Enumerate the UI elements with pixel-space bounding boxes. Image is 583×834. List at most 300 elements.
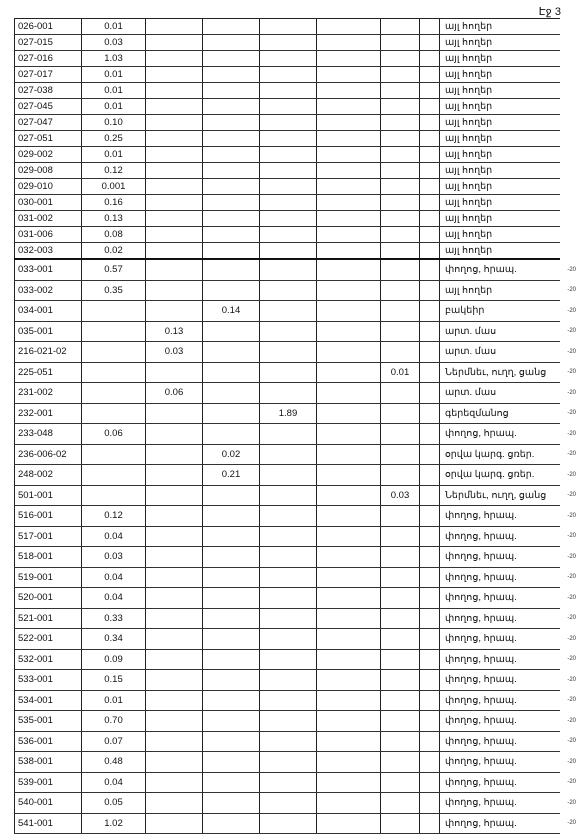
land-use: փողոց, հրապ. [440,588,560,609]
parcel-code: 026-001 [15,19,82,35]
area-col-4 [260,772,317,793]
area-col-2 [146,211,203,227]
area-col-4 [260,424,317,445]
parcel-code: 027-051 [15,131,82,147]
margin-mark: -20 [567,533,576,540]
land-use: փողոց, հրապ. [440,690,560,711]
area-col-2 [146,793,203,814]
land-use: այլ հողեր [440,83,560,99]
table-row [15,465,560,486]
area-col-1 [82,383,146,404]
parcel-code: 027-016 [15,51,82,67]
area-col-5 [317,711,381,732]
area-col-6 [381,83,420,99]
margin-mark: -20 [567,574,576,581]
area-col-3 [203,813,260,834]
area-col-3 [203,547,260,568]
area-col-1: 0.48 [82,752,146,773]
area-col-2 [146,526,203,547]
area-col-2 [146,608,203,629]
area-col-3 [203,362,260,383]
margin-mark: -20 [567,758,576,765]
area-col-5 [317,629,381,650]
area-col-5 [317,147,381,163]
area-col-7 [420,772,440,793]
area-col-2 [146,83,203,99]
area-col-2 [146,163,203,179]
land-use: արտ. մաս [440,342,560,363]
area-col-7 [420,403,440,424]
area-col-6 [381,342,420,363]
table-row [15,131,560,147]
area-col-3 [203,567,260,588]
area-col-4 [260,19,317,35]
land-use: այլ հողեր [440,19,560,35]
area-col-3 [203,19,260,35]
parcel-code: 538-001 [15,752,82,773]
area-col-5 [317,690,381,711]
area-col-6 [381,67,420,83]
table-row [15,51,560,67]
area-col-5 [317,243,381,260]
area-col-1 [82,342,146,363]
table-row [15,608,560,629]
area-col-3 [203,35,260,51]
land-use: փողոց, հրապ. [440,649,560,670]
area-col-1 [82,301,146,322]
area-col-6 [381,99,420,115]
table-row [15,690,560,711]
area-col-3 [203,588,260,609]
area-col-7 [420,321,440,342]
land-use: փողոց, հրապ. [440,752,560,773]
area-col-1: 0.15 [82,670,146,691]
area-col-3 [203,383,260,404]
area-col-5 [317,67,381,83]
land-use: փողոց, հրապ. [440,567,560,588]
land-use: այլ հողեր [440,179,560,195]
margin-mark: -20 [567,512,576,519]
area-col-2 [146,301,203,322]
land-use: այլ հողեր [440,243,560,260]
area-col-7 [420,793,440,814]
area-col-5 [317,115,381,131]
area-col-2 [146,444,203,465]
area-col-7 [420,649,440,670]
area-col-4 [260,526,317,547]
table-row [15,243,560,260]
area-col-5 [317,424,381,445]
area-col-3 [203,147,260,163]
area-col-2: 0.13 [146,321,203,342]
land-use: այլ հողեր [440,67,560,83]
area-col-6 [381,179,420,195]
area-col-2 [146,243,203,260]
area-col-4 [260,301,317,322]
area-col-7 [420,752,440,773]
table-row [15,731,560,752]
area-col-4 [260,131,317,147]
margin-mark: -20 [567,307,576,314]
area-col-7 [420,506,440,527]
parcel-code: 532-001 [15,649,82,670]
parcel-code: 029-008 [15,163,82,179]
land-use: փողոց, հրապ. [440,772,560,793]
area-col-6 [381,772,420,793]
area-col-7 [420,51,440,67]
table-row [15,547,560,568]
area-col-5 [317,83,381,99]
area-col-5 [317,99,381,115]
area-col-4 [260,485,317,506]
area-col-7 [420,227,440,243]
table-row [15,383,560,404]
area-col-1: 0.12 [82,506,146,527]
land-use: այլ հողեր [440,280,560,301]
area-col-4 [260,147,317,163]
area-col-3 [203,131,260,147]
area-col-5 [317,403,381,424]
area-col-3 [203,195,260,211]
area-col-5 [317,670,381,691]
area-col-7 [420,567,440,588]
area-col-2 [146,690,203,711]
land-use: այլ հողեր [440,51,560,67]
land-use: փողոց, հրապ. [440,731,560,752]
area-col-3 [203,179,260,195]
area-col-4 [260,444,317,465]
area-col-1: 0.07 [82,731,146,752]
area-col-6 [381,301,420,322]
area-col-1: 0.01 [82,83,146,99]
area-col-5 [317,731,381,752]
margin-mark: -20 [567,553,576,560]
area-col-7 [420,35,440,51]
land-use: գերեզմանոց [440,403,560,424]
area-col-7 [420,444,440,465]
table-row [15,179,560,195]
parcel-code: 540-001 [15,793,82,814]
area-col-4 [260,321,317,342]
area-col-3 [203,690,260,711]
parcel-code: 033-002 [15,280,82,301]
area-col-2 [146,131,203,147]
area-col-4 [260,465,317,486]
area-col-6 [381,147,420,163]
area-col-2 [146,280,203,301]
area-col-6 [381,465,420,486]
area-col-4 [260,362,317,383]
area-col-2 [146,99,203,115]
area-col-3: 0.14 [203,301,260,322]
parcel-code: 539-001 [15,772,82,793]
area-col-2 [146,147,203,163]
area-col-5 [317,444,381,465]
area-col-1: 1.03 [82,51,146,67]
table-row [15,35,560,51]
land-use: այլ հողեր [440,131,560,147]
area-col-1: 0.70 [82,711,146,732]
land-use: այլ հողեր [440,35,560,51]
area-col-5 [317,506,381,527]
area-col-7 [420,179,440,195]
margin-mark: -20 [567,369,576,376]
area-col-5 [317,19,381,35]
table-row [15,711,560,732]
area-col-7 [420,383,440,404]
area-col-1: 0.01 [82,99,146,115]
area-col-1: 0.03 [82,547,146,568]
area-col-3 [203,321,260,342]
area-col-2 [146,179,203,195]
area-col-7 [420,547,440,568]
area-col-5 [317,649,381,670]
area-col-2 [146,752,203,773]
parcel-code: 517-001 [15,526,82,547]
margin-mark: -20 [567,820,576,827]
table-row [15,163,560,179]
area-col-4 [260,259,317,280]
area-col-4 [260,608,317,629]
area-col-1: 0.57 [82,259,146,280]
area-col-4 [260,383,317,404]
land-use: փողոց, հրապ. [440,424,560,445]
area-col-5 [317,321,381,342]
area-col-1: 0.16 [82,195,146,211]
area-col-6 [381,227,420,243]
area-col-1: 0.01 [82,690,146,711]
area-col-7 [420,211,440,227]
land-use: փողոց, հրապ. [440,711,560,732]
area-col-5 [317,465,381,486]
land-use: բակեիր [440,301,560,322]
area-col-6 [381,670,420,691]
area-col-5 [317,813,381,834]
table-row [15,342,560,363]
table-row [15,424,560,445]
area-col-7 [420,526,440,547]
parcel-code: 029-002 [15,147,82,163]
area-col-3 [203,211,260,227]
area-col-7 [420,259,440,280]
margin-mark: -20 [567,266,576,273]
parcel-code: 236-006-02 [15,444,82,465]
area-col-6 [381,35,420,51]
area-col-1 [82,465,146,486]
area-col-6: 0.03 [381,485,420,506]
area-col-4 [260,506,317,527]
table-row [15,526,560,547]
area-col-3 [203,772,260,793]
margin-mark: -20 [567,738,576,745]
area-col-5 [317,163,381,179]
area-col-6 [381,243,420,260]
area-col-5 [317,567,381,588]
area-col-3 [203,67,260,83]
area-col-7 [420,608,440,629]
area-col-5 [317,280,381,301]
table-row [15,321,560,342]
area-col-6 [381,506,420,527]
parcel-code: 501-001 [15,485,82,506]
table-row [15,485,560,506]
area-col-5 [317,547,381,568]
area-col-5 [317,227,381,243]
table-row [15,147,560,163]
area-col-7 [420,83,440,99]
area-col-3 [203,163,260,179]
area-col-3 [203,670,260,691]
area-col-5 [317,588,381,609]
area-col-4 [260,752,317,773]
area-col-3 [203,99,260,115]
area-col-3: 0.02 [203,444,260,465]
parcel-code: 027-015 [15,35,82,51]
land-use: փողոց, հրապ. [440,506,560,527]
table-row [15,301,560,322]
area-col-3 [203,342,260,363]
area-col-6 [381,444,420,465]
land-use: փողոց, հրապ. [440,547,560,568]
area-col-1: 0.25 [82,131,146,147]
area-col-1 [82,362,146,383]
parcel-code: 030-001 [15,195,82,211]
area-col-6 [381,588,420,609]
area-col-4 [260,731,317,752]
area-col-5 [317,342,381,363]
area-col-5 [317,179,381,195]
land-use: փողոց, հրապ. [440,670,560,691]
land-use: օրվա կարգ. ցռեր. [440,465,560,486]
area-col-6 [381,608,420,629]
area-col-7 [420,115,440,131]
parcel-code: 519-001 [15,567,82,588]
land-use: այլ հողեր [440,99,560,115]
parcel-code: 033-001 [15,259,82,280]
land-use: Ներմնեւ, ուղղ, ցանց [440,362,560,383]
area-col-3 [203,731,260,752]
parcel-code: 232-001 [15,403,82,424]
area-col-5 [317,526,381,547]
table-row [15,195,560,211]
table-row [15,227,560,243]
area-col-3 [203,403,260,424]
area-col-2 [146,362,203,383]
land-use: փողոց, հրապ. [440,793,560,814]
parcel-code: 541-001 [15,813,82,834]
area-col-6 [381,526,420,547]
area-col-7 [420,465,440,486]
area-col-6 [381,51,420,67]
margin-mark: -20 [567,471,576,478]
table-row [15,99,560,115]
area-col-5 [317,259,381,280]
area-col-4: 1.89 [260,403,317,424]
area-col-1: 0.13 [82,211,146,227]
area-col-2 [146,35,203,51]
area-col-4 [260,629,317,650]
area-col-4 [260,67,317,83]
area-col-4 [260,179,317,195]
table-row [15,19,560,35]
area-col-1: 0.10 [82,115,146,131]
area-col-7 [420,424,440,445]
parcel-code: 248-002 [15,465,82,486]
area-col-6 [381,813,420,834]
area-col-3 [203,752,260,773]
parcel-code: 231-002 [15,383,82,404]
table-row [15,211,560,227]
area-col-3 [203,649,260,670]
table-row [15,649,560,670]
area-col-4 [260,813,317,834]
table-row [15,280,560,301]
land-use: այլ հողեր [440,195,560,211]
area-col-7 [420,731,440,752]
area-col-2 [146,465,203,486]
area-col-2 [146,19,203,35]
margin-mark: -20 [567,389,576,396]
area-col-6: 0.01 [381,362,420,383]
table-row [15,362,560,383]
area-col-5 [317,211,381,227]
area-col-2 [146,629,203,650]
land-use: փողոց, հրապ. [440,629,560,650]
land-use: այլ հողեր [440,227,560,243]
land-use: փողոց, հրապ. [440,813,560,834]
table-row [15,567,560,588]
area-col-1: 0.06 [82,424,146,445]
area-col-3 [203,243,260,260]
parcel-code: 533-001 [15,670,82,691]
area-col-6 [381,195,420,211]
parcel-code: 518-001 [15,547,82,568]
area-col-1: 0.08 [82,227,146,243]
area-col-3 [203,793,260,814]
parcel-code: 027-038 [15,83,82,99]
table-row [15,813,560,834]
area-col-1: 0.05 [82,793,146,814]
area-col-4 [260,195,317,211]
area-col-2 [146,51,203,67]
area-col-7 [420,243,440,260]
area-col-4 [260,163,317,179]
table-row [15,259,560,280]
area-col-5 [317,362,381,383]
table-row [15,67,560,83]
area-col-2 [146,731,203,752]
area-col-2 [146,485,203,506]
area-col-1: 1.02 [82,813,146,834]
area-col-1: 0.04 [82,588,146,609]
area-col-6 [381,131,420,147]
table-row [15,83,560,99]
area-col-3: 0.21 [203,465,260,486]
margin-mark: -20 [567,676,576,683]
area-col-2 [146,506,203,527]
margin-mark: -20 [567,799,576,806]
area-col-3 [203,115,260,131]
land-use: փողոց, հրապ. [440,526,560,547]
area-col-3 [203,608,260,629]
area-col-4 [260,115,317,131]
area-col-6 [381,115,420,131]
parcel-code: 535-001 [15,711,82,732]
parcel-code: 225-051 [15,362,82,383]
area-col-2 [146,772,203,793]
area-col-1: 0.04 [82,567,146,588]
area-col-2 [146,227,203,243]
